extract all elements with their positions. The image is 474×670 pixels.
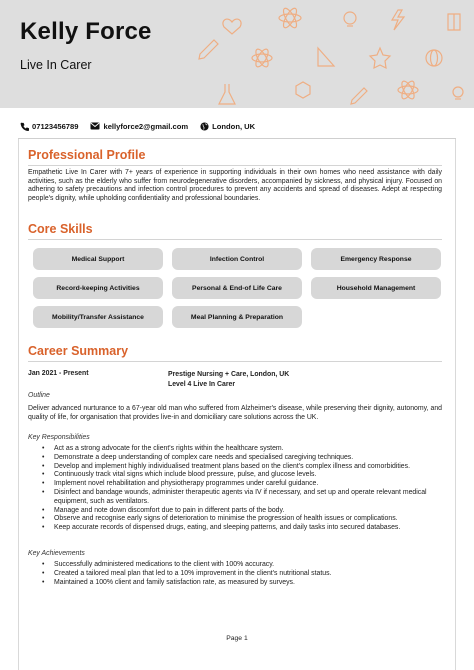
- heart-icon: [223, 19, 241, 34]
- book-icon: [448, 14, 460, 30]
- phone-text: 07123456789: [32, 121, 79, 131]
- list-item: • Maintained a 100% client and family satisfaction rate, as measured by surveys.: [42, 579, 442, 588]
- phone-icon: [20, 122, 29, 131]
- atom-icon: [279, 6, 301, 29]
- envelope-icon: [90, 122, 100, 130]
- job-position: Level 4 Live In Carer: [168, 380, 236, 388]
- career-heading: Career Summary: [28, 344, 129, 358]
- outline-text: Deliver advanced nurturance to a 67-year old man who suffered from Alzheimer's disease, while preserving their dignity, autonomy, and quality of life, for organisation that provides live-in and domiciliary care solutions across the UK.: [28, 405, 442, 421]
- achievements-label: Key Achievements: [28, 550, 85, 557]
- job-employer: [168, 370, 289, 389]
- skill-pill: Emergency Response: [311, 248, 441, 270]
- list-item: • Manage and note down discomfort due to pain in different parts of the body.: [42, 507, 442, 516]
- ruler-icon: [318, 48, 334, 66]
- achievements-list: [42, 561, 442, 587]
- email-text: kellyforce2@gmail.com: [103, 121, 189, 131]
- lightbulb-icon: [344, 12, 356, 26]
- pencil-icon: [351, 88, 367, 104]
- lightbulb-icon: [453, 87, 463, 99]
- skills-heading: Core Skills: [28, 222, 93, 236]
- skill-pill: Household Management: [311, 277, 441, 299]
- star-icon: [370, 48, 390, 68]
- contact-email[interactable]: [90, 122, 188, 131]
- job-dates: Jan 2021 - Present: [28, 370, 89, 377]
- header-pattern: [0, 0, 474, 108]
- page-number: Page 1: [226, 635, 248, 642]
- contact-bar: [20, 119, 255, 133]
- profile-heading: Professional Profile: [28, 148, 146, 162]
- list-item: • Successfully administered medications to the client with 100% accuracy.: [42, 561, 442, 570]
- list-item: • Demonstrate a deep understanding of complex care needs and specialised caregiving techniques.: [42, 454, 442, 463]
- skill-pill: Record-keeping Activities: [33, 277, 163, 299]
- responsibilities-list: [42, 445, 442, 533]
- flask-icon: [219, 84, 235, 104]
- contact-phone[interactable]: [20, 122, 78, 131]
- contact-location: [200, 122, 255, 131]
- list-item: • Continuously track vital signs which include blood pressure, pulse, and glucose levels.: [42, 471, 442, 480]
- atom-icon: [398, 79, 418, 100]
- list-item: • Disinfect and bandage wounds, administer therapeutic agents via IV if necessary, and set up and operate relevant medical equipment, such as ventilators.: [42, 489, 442, 507]
- skill-pill: Medical Support: [33, 248, 163, 270]
- atom-icon: [252, 47, 272, 68]
- job-company: Prestige Nursing + Care, London, UK: [168, 371, 290, 378]
- career-rule: [28, 361, 442, 362]
- skill-pill: Personal & End-of Life Care: [172, 277, 302, 299]
- list-item: • Act as a strong advocate for the client's rights within the healthcare system.: [42, 445, 442, 454]
- hexagon-icon: [296, 82, 310, 98]
- outline-label: Outline: [28, 392, 50, 399]
- responsibilities-label: Key Responsibilities: [28, 434, 90, 441]
- skill-pill: Mobility/Transfer Assistance: [33, 306, 163, 328]
- header-banner: [0, 0, 474, 108]
- list-item: • Implement novel rehabilitation and physiotherapy programmes under careful guidance.: [42, 480, 442, 489]
- location-text: London, UK: [212, 121, 256, 131]
- candidate-name: Kelly Force: [20, 18, 152, 45]
- profile-text: Empathetic Live In Carer with 7+ years of experience in supporting individuals in their own homes who need assistance with daily activities, such as the elderly who suffer from neurodegenerative disorders, accompanied by sickness, and physical injury. Focused on adhering to safety precautions and infection control procedures to prevent any accidents and spread of diseases. Adept at respecting people's dignity, while upholding confidentiality and professional boundaries.: [28, 169, 442, 203]
- globe-icon: [426, 50, 442, 66]
- list-item: • Created a tailored meal plan that led to a 10% improvement in the client's nutritional status.: [42, 570, 442, 579]
- list-item: • Observe and recognise early signs of deterioration to minimise the progression of health issues or complications.: [42, 515, 442, 524]
- candidate-role: Live In Carer: [20, 58, 92, 72]
- skill-pill: Meal Planning & Preparation: [172, 306, 302, 328]
- lightning-icon: [392, 10, 404, 30]
- list-item: • Develop and implement highly individualised treatment plans based on the client's complex illness and comorbidities.: [42, 463, 442, 472]
- globe-icon: [200, 122, 209, 131]
- profile-rule: [28, 165, 442, 166]
- list-item: • Keep accurate records of dispensed drugs, eating, and sleeping patterns, and daily tasks into secured databases.: [42, 524, 442, 533]
- skill-pill: Infection Control: [172, 248, 302, 270]
- pencil-icon: [199, 40, 218, 59]
- skills-grid: [33, 248, 441, 328]
- skills-rule: [28, 239, 442, 240]
